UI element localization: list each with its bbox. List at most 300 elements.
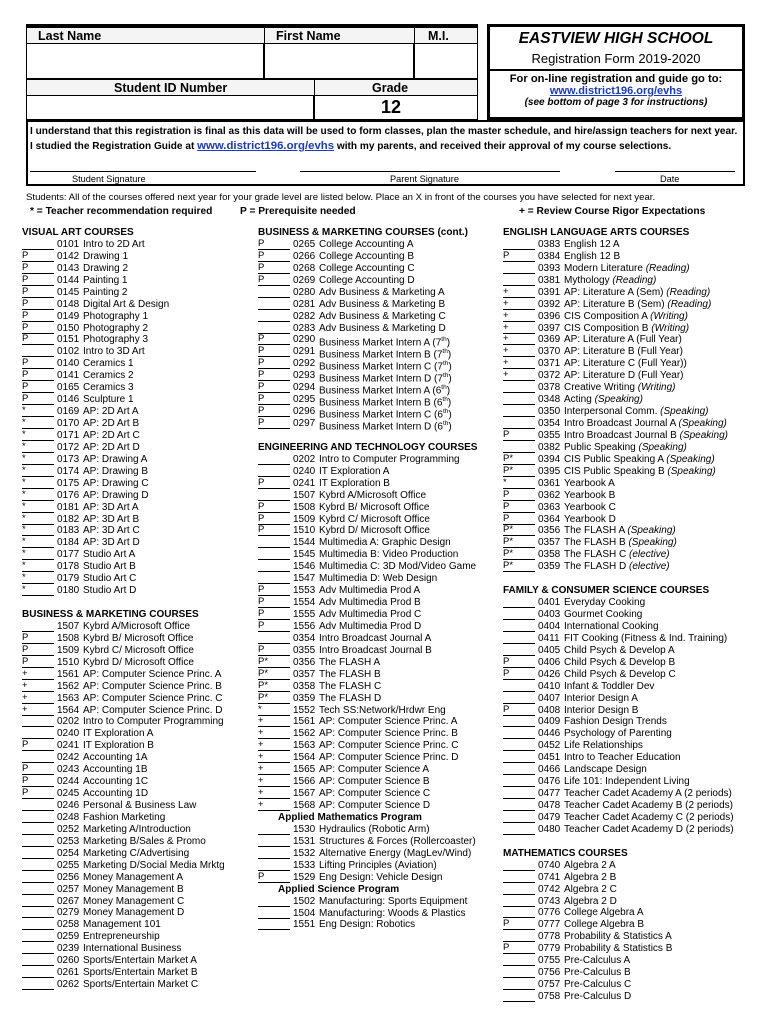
course-select-blank[interactable]: +: [503, 346, 535, 357]
course-title: AP: Drawing B: [83, 465, 149, 477]
course-column-1: [22, 227, 258, 991]
registration-link[interactable]: www.district196.org/evhs: [549, 85, 683, 97]
course-select-blank[interactable]: P*: [258, 669, 290, 680]
course-select-blank[interactable]: P: [22, 263, 54, 274]
course-select-blank[interactable]: [258, 860, 290, 871]
course-select-blank[interactable]: P: [258, 394, 290, 405]
course-select-blank[interactable]: [503, 812, 535, 823]
course-select-blank[interactable]: +: [503, 370, 535, 381]
course-title: Child Psych & Develop C: [564, 668, 676, 680]
course-code: 1533: [293, 859, 316, 871]
course-code: 1552: [293, 704, 316, 716]
course-select-blank[interactable]: [258, 537, 290, 548]
course-select-blank[interactable]: *: [22, 502, 54, 513]
course-select-blank[interactable]: [22, 836, 54, 847]
course-row: [22, 907, 258, 919]
course-select-blank[interactable]: [22, 896, 54, 907]
course-title: College Accounting A: [319, 238, 414, 250]
last-name-label: Last Name: [38, 29, 102, 43]
course-select-blank[interactable]: [503, 597, 535, 608]
course-code: 0358: [293, 680, 316, 692]
course-select-blank[interactable]: P: [22, 323, 54, 334]
course-title: AP: 2D Art D: [83, 441, 140, 453]
course-select-blank[interactable]: +: [22, 693, 54, 704]
course-select-blank[interactable]: [258, 299, 290, 310]
course-select-blank[interactable]: P: [503, 490, 535, 501]
course-select-blank[interactable]: *: [22, 478, 54, 489]
course-row: [258, 333, 502, 349]
course-row: [258, 323, 502, 335]
course-select-blank[interactable]: P: [258, 275, 290, 286]
course-select-blank[interactable]: +: [258, 764, 290, 775]
course-code: 0426: [538, 668, 561, 680]
course-code: 0170: [57, 418, 80, 430]
course-select-blank[interactable]: *: [22, 454, 54, 465]
course-select-blank[interactable]: *: [22, 430, 54, 441]
course-row: [22, 549, 258, 561]
date-line[interactable]: [615, 171, 735, 172]
course-code: 1565: [293, 764, 316, 776]
section-heading: VISUAL ART COURSES: [22, 227, 134, 238]
course-row: [258, 633, 502, 645]
course-select-blank[interactable]: P: [258, 478, 290, 489]
course-select-blank[interactable]: +: [503, 299, 535, 310]
course-select-blank[interactable]: P*: [503, 537, 535, 548]
course-select-blank[interactable]: [22, 955, 54, 966]
course-title: Probability & Statistics A: [564, 931, 672, 943]
course-select-blank[interactable]: [503, 979, 535, 990]
course-select-blank[interactable]: P: [258, 597, 290, 608]
course-row: [503, 358, 763, 370]
course-title: The FLASH C (elective): [564, 549, 670, 561]
course-select-blank[interactable]: [503, 442, 535, 453]
course-select-blank[interactable]: [22, 943, 54, 954]
course-select-blank[interactable]: P: [22, 382, 54, 393]
course-select-blank[interactable]: [503, 824, 535, 835]
course-code: 0758: [538, 991, 561, 1003]
course-select-blank[interactable]: [258, 633, 290, 644]
course-title: Adv Business & Marketing D: [319, 322, 446, 334]
course-select-blank[interactable]: P: [22, 275, 54, 286]
course-row: [22, 669, 258, 681]
course-code: 0354: [293, 632, 316, 644]
course-select-blank[interactable]: *: [22, 466, 54, 477]
course-select-blank[interactable]: [258, 919, 290, 930]
course-code: 0146: [57, 394, 80, 406]
course-select-blank[interactable]: *: [22, 537, 54, 548]
course-code: 0269: [293, 274, 316, 286]
course-select-blank[interactable]: [503, 645, 535, 656]
course-select-blank[interactable]: P: [22, 358, 54, 369]
course-code: 0477: [538, 788, 561, 800]
course-select-blank[interactable]: P: [258, 872, 290, 883]
course-title: AP: 3D Art C: [83, 525, 140, 537]
course-select-blank[interactable]: P: [22, 311, 54, 322]
course-title: Business Market Intern C (6th): [319, 408, 452, 421]
course-select-blank[interactable]: [503, 418, 535, 429]
course-row: [22, 442, 258, 454]
course-row: [22, 537, 258, 549]
instructions-text: Students: All of the courses offered next year for your grade level are listed below. Place an X in front of the courses you have selected for next year.: [26, 192, 656, 203]
course-row: [258, 693, 502, 705]
course-title: Tech SS:Network/Hrdwr Eng: [319, 704, 446, 716]
course-select-blank[interactable]: [503, 752, 535, 763]
course-select-blank[interactable]: +: [503, 358, 535, 369]
course-title: AP: Computer Science A: [319, 764, 430, 776]
course-select-blank[interactable]: P: [258, 621, 290, 632]
course-select-blank[interactable]: P: [258, 358, 290, 369]
course-code: 0173: [57, 453, 80, 465]
course-select-blank[interactable]: [258, 561, 290, 572]
course-select-blank[interactable]: [258, 454, 290, 465]
course-select-blank[interactable]: +: [503, 323, 535, 334]
course-title: Teacher Cadet Academy D (2 periods): [564, 823, 734, 835]
course-select-blank[interactable]: P: [258, 645, 290, 656]
course-select-blank[interactable]: P: [258, 406, 290, 417]
course-select-blank[interactable]: +: [22, 669, 54, 680]
course-code: 0740: [538, 859, 561, 871]
course-select-blank[interactable]: P: [503, 514, 535, 525]
course-title: College Algebra A: [564, 907, 644, 919]
course-select-blank[interactable]: P: [258, 382, 290, 393]
course-select-blank[interactable]: P: [22, 334, 54, 345]
course-select-blank[interactable]: [258, 466, 290, 477]
course-select-blank[interactable]: +: [258, 788, 290, 799]
course-select-blank[interactable]: P: [503, 943, 535, 954]
course-select-blank[interactable]: *: [22, 406, 54, 417]
course-select-blank[interactable]: *: [22, 418, 54, 429]
course-code: 0446: [538, 728, 561, 740]
course-code: 0358: [538, 549, 561, 561]
course-select-blank[interactable]: [258, 836, 290, 847]
course-code: 1510: [57, 656, 80, 668]
course-select-blank[interactable]: [22, 979, 54, 990]
course-title: Business Market Intern D (7th): [319, 372, 452, 385]
course-title: College Accounting C: [319, 262, 415, 274]
course-select-blank[interactable]: [503, 716, 535, 727]
course-code: 0348: [538, 394, 561, 406]
course-row: [503, 394, 763, 406]
course-select-blank[interactable]: +: [258, 716, 290, 727]
course-select-blank[interactable]: [22, 872, 54, 883]
course-select-blank[interactable]: [503, 609, 535, 620]
course-row: [503, 251, 763, 263]
course-code: 1561: [293, 716, 316, 728]
course-row: [258, 381, 502, 397]
course-select-blank[interactable]: [503, 764, 535, 775]
course-code: 0171: [57, 429, 80, 441]
course-select-blank[interactable]: [503, 239, 535, 250]
course-select-blank[interactable]: [258, 573, 290, 584]
course-code: 0267: [57, 895, 80, 907]
course-select-blank[interactable]: P: [258, 585, 290, 596]
course-select-blank[interactable]: [22, 621, 54, 632]
course-select-blank[interactable]: P*: [503, 466, 535, 477]
course-row: [22, 346, 258, 358]
course-row: [258, 908, 502, 920]
course-title: Money Management A: [83, 871, 184, 883]
course-select-blank[interactable]: [22, 752, 54, 763]
course-row: [503, 442, 763, 454]
course-select-blank[interactable]: P: [22, 287, 54, 298]
course-select-blank[interactable]: *: [22, 549, 54, 560]
course-code: 0101: [57, 238, 80, 250]
course-select-blank[interactable]: P: [22, 740, 54, 751]
course-title: Yearbook B: [564, 489, 616, 501]
course-code: 1566: [293, 776, 316, 788]
course-row: [503, 370, 763, 382]
course-row: [503, 549, 763, 561]
course-select-blank[interactable]: P: [22, 764, 54, 775]
course-title: Probability & Statistics B: [564, 943, 673, 955]
course-select-blank[interactable]: P: [503, 669, 535, 680]
course-select-blank[interactable]: [503, 788, 535, 799]
course-select-blank[interactable]: P: [258, 346, 290, 357]
parent-signature-label: Parent Signature: [390, 174, 459, 184]
course-select-blank[interactable]: [503, 860, 535, 871]
course-select-blank[interactable]: P: [258, 525, 290, 536]
course-select-blank[interactable]: +: [258, 776, 290, 787]
course-select-blank[interactable]: *: [503, 478, 535, 489]
course-select-blank[interactable]: P: [258, 263, 290, 274]
course-select-blank[interactable]: [503, 406, 535, 417]
course-select-blank[interactable]: P: [22, 633, 54, 644]
course-select-blank[interactable]: *: [22, 525, 54, 536]
course-select-blank[interactable]: [258, 549, 290, 560]
course-select-blank[interactable]: *: [258, 705, 290, 716]
course-select-blank[interactable]: [503, 931, 535, 942]
course-code: 1551: [293, 919, 316, 931]
course-select-blank[interactable]: [22, 716, 54, 727]
course-row: [22, 585, 258, 597]
course-title: CIS Composition A (Writing): [564, 310, 688, 322]
course-select-blank[interactable]: [22, 812, 54, 823]
course-select-blank[interactable]: P: [22, 370, 54, 381]
course-row: [22, 645, 258, 657]
course-title: Public Speaking (Speaking): [564, 441, 687, 453]
course-select-blank[interactable]: [503, 776, 535, 787]
course-code: 0755: [538, 955, 561, 967]
course-select-blank[interactable]: P: [503, 251, 535, 262]
course-select-blank[interactable]: [22, 239, 54, 250]
course-select-blank[interactable]: [258, 311, 290, 322]
course-select-blank[interactable]: P: [503, 430, 535, 441]
course-select-blank[interactable]: P: [503, 705, 535, 716]
course-select-blank[interactable]: +: [503, 311, 535, 322]
student-signature-line[interactable]: [30, 171, 256, 172]
course-select-blank[interactable]: +: [258, 740, 290, 751]
course-row: [22, 848, 258, 860]
course-row: [22, 919, 258, 931]
course-select-blank[interactable]: P: [22, 299, 54, 310]
course-select-blank[interactable]: [258, 848, 290, 859]
course-select-blank[interactable]: [22, 967, 54, 978]
course-select-blank[interactable]: +: [258, 800, 290, 811]
course-row: [22, 967, 258, 979]
course-select-blank[interactable]: P: [258, 609, 290, 620]
course-select-blank[interactable]: *: [22, 514, 54, 525]
course-code: 0777: [538, 919, 561, 931]
course-select-blank[interactable]: P*: [503, 525, 535, 536]
course-select-blank[interactable]: [258, 896, 290, 907]
course-select-blank[interactable]: [22, 800, 54, 811]
course-select-blank[interactable]: P: [503, 502, 535, 513]
course-code: 0175: [57, 477, 80, 489]
course-select-blank[interactable]: [22, 919, 54, 930]
course-select-blank[interactable]: +: [22, 681, 54, 692]
course-select-blank[interactable]: [258, 490, 290, 501]
course-select-blank[interactable]: [22, 931, 54, 942]
course-code: 0242: [57, 752, 80, 764]
course-title: Ceramics 2: [83, 370, 134, 382]
course-select-blank[interactable]: [22, 728, 54, 739]
course-select-blank[interactable]: P: [258, 418, 290, 429]
course-select-blank[interactable]: [503, 955, 535, 966]
parent-signature-line[interactable]: [300, 171, 560, 172]
course-row: [258, 561, 502, 573]
spacer: [503, 573, 763, 585]
course-select-blank[interactable]: +: [258, 728, 290, 739]
course-select-blank[interactable]: [258, 908, 290, 919]
course-select-blank[interactable]: *: [22, 561, 54, 572]
course-title: Algebra 2 B: [564, 871, 617, 883]
course-select-blank[interactable]: [503, 800, 535, 811]
course-row: [258, 490, 502, 502]
course-select-blank[interactable]: [22, 848, 54, 859]
course-row: [503, 681, 763, 693]
course-select-blank[interactable]: [258, 323, 290, 334]
course-select-blank[interactable]: [503, 275, 535, 286]
course-code: 0244: [57, 776, 80, 788]
course-row: [22, 358, 258, 370]
course-select-blank[interactable]: +: [22, 705, 54, 716]
course-title: Painting 2: [83, 286, 128, 298]
course-select-blank[interactable]: P*: [258, 681, 290, 692]
course-code: 1502: [293, 895, 316, 907]
course-title: AP: Computer Science B: [319, 776, 430, 788]
course-select-blank[interactable]: P: [22, 657, 54, 668]
course-select-blank[interactable]: [503, 896, 535, 907]
course-select-blank[interactable]: P*: [503, 561, 535, 572]
school-info-box: [487, 24, 745, 120]
course-select-blank[interactable]: [503, 740, 535, 751]
course-select-blank[interactable]: P: [258, 502, 290, 513]
course-select-blank[interactable]: [503, 681, 535, 692]
course-select-blank[interactable]: P: [503, 919, 535, 930]
course-select-blank[interactable]: [503, 382, 535, 393]
course-select-blank[interactable]: P: [258, 514, 290, 525]
course-row: [503, 728, 763, 740]
course-row: [503, 896, 763, 908]
course-row: [258, 919, 502, 931]
course-select-blank[interactable]: [503, 728, 535, 739]
course-select-blank[interactable]: [22, 884, 54, 895]
course-select-blank[interactable]: [22, 860, 54, 871]
course-code: 0297: [293, 418, 316, 430]
course-select-blank[interactable]: P: [258, 239, 290, 250]
course-row: [258, 836, 502, 848]
course-row: [258, 824, 502, 836]
course-select-blank[interactable]: P: [22, 776, 54, 787]
course-select-blank[interactable]: P: [22, 394, 54, 405]
course-select-blank[interactable]: *: [22, 585, 54, 596]
course-select-blank[interactable]: P*: [503, 454, 535, 465]
course-select-blank[interactable]: [503, 872, 535, 883]
course-select-blank[interactable]: *: [22, 442, 54, 453]
course-title: Marketing D/Social Media Mrktg: [83, 859, 225, 871]
course-row: [503, 466, 763, 478]
course-select-blank[interactable]: [503, 967, 535, 978]
course-row: [503, 705, 763, 717]
course-code: 0150: [57, 322, 80, 334]
course-select-blank[interactable]: P: [22, 645, 54, 656]
course-select-blank[interactable]: +: [258, 752, 290, 763]
course-title: Marketing B/Sales & Promo: [83, 835, 206, 847]
course-code: 0169: [57, 406, 80, 418]
course-select-blank[interactable]: [503, 394, 535, 405]
course-select-blank[interactable]: *: [22, 573, 54, 584]
course-select-blank[interactable]: [503, 884, 535, 895]
course-row: [503, 872, 763, 884]
course-select-blank[interactable]: [503, 263, 535, 274]
course-select-blank[interactable]: P: [503, 657, 535, 668]
course-select-blank[interactable]: [503, 693, 535, 704]
guide-link[interactable]: www.district196.org/evhs: [197, 140, 335, 152]
course-row: [503, 967, 763, 979]
course-title: Accounting 1A: [83, 752, 148, 764]
course-select-blank[interactable]: [503, 991, 535, 1002]
course-select-blank[interactable]: P*: [503, 549, 535, 560]
course-code: 0202: [293, 453, 316, 465]
course-select-blank[interactable]: *: [22, 490, 54, 501]
course-row: [258, 740, 502, 752]
course-row: [503, 311, 763, 323]
course-title: AP: Literature C (Full Year)): [564, 358, 687, 370]
course-select-blank[interactable]: [22, 346, 54, 357]
course-row: [258, 657, 502, 669]
online-text: For on-line registration and guide go to:: [509, 73, 723, 85]
course-code: 0177: [57, 549, 80, 561]
course-select-blank[interactable]: [503, 621, 535, 632]
course-select-blank[interactable]: [22, 907, 54, 918]
course-select-blank[interactable]: P: [22, 251, 54, 262]
course-title: Manufacturing: Sports Equipment: [319, 895, 468, 907]
course-select-blank[interactable]: P*: [258, 657, 290, 668]
course-title: Pre-Calculus B: [564, 967, 631, 979]
course-title: Kybrd C/ Microsoft Office: [319, 513, 430, 525]
course-title: Algebra 2 C: [564, 883, 617, 895]
course-code: 0184: [57, 537, 80, 549]
course-row: [22, 740, 258, 752]
course-select-blank[interactable]: +: [503, 334, 535, 345]
course-code: 0381: [538, 274, 561, 286]
course-select-blank[interactable]: [22, 824, 54, 835]
course-select-blank[interactable]: P: [258, 334, 290, 345]
course-code: 0255: [57, 859, 80, 871]
course-select-blank[interactable]: [503, 633, 535, 644]
course-select-blank[interactable]: P: [258, 251, 290, 262]
course-select-blank[interactable]: P: [22, 788, 54, 799]
course-title: Gourmet Cooking: [564, 609, 643, 621]
course-row: [258, 478, 502, 490]
course-select-blank[interactable]: [258, 287, 290, 298]
course-select-blank[interactable]: [258, 824, 290, 835]
course-select-blank[interactable]: P: [258, 370, 290, 381]
course-select-blank[interactable]: P*: [258, 693, 290, 704]
course-select-blank[interactable]: +: [503, 287, 535, 298]
course-row: [22, 943, 258, 955]
course-select-blank[interactable]: [503, 907, 535, 918]
